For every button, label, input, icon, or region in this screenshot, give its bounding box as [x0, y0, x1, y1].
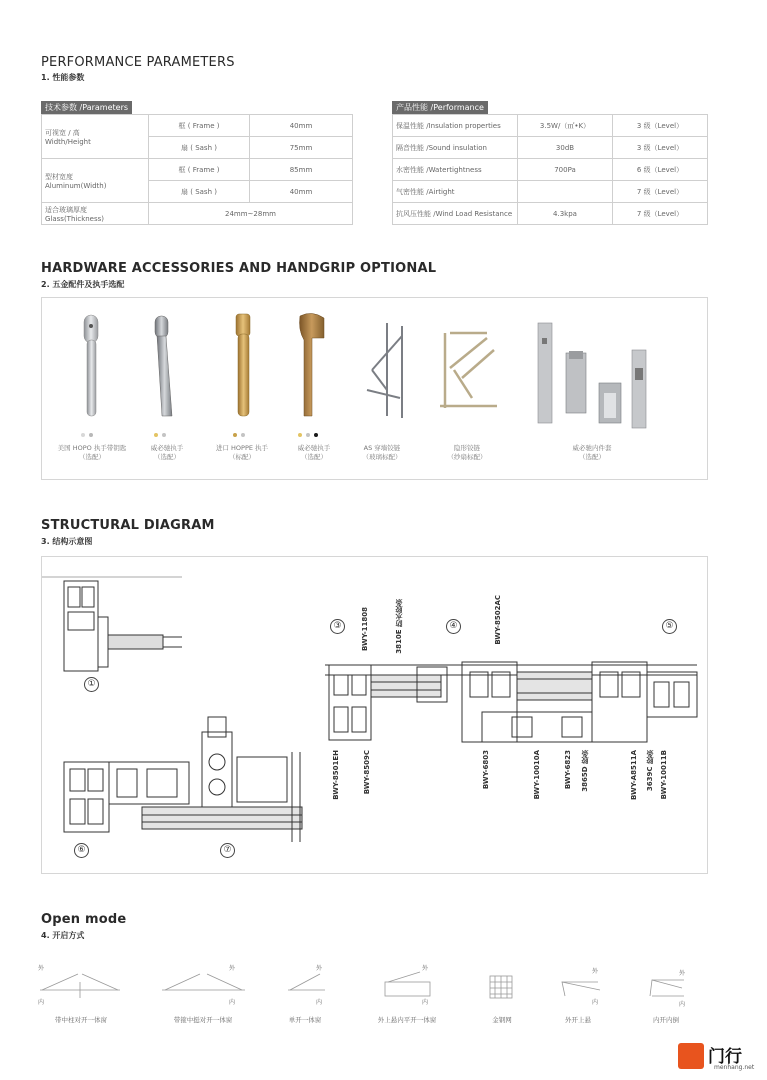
- label-bwy-10011b: BWY-10011B: [660, 750, 668, 800]
- table-cell: 保温性能 /Insulation properties: [393, 115, 518, 137]
- profile-drawing-3-4-5: [325, 662, 697, 742]
- open-mode-caption-4: 外上悬内平开一体窗: [377, 1016, 437, 1024]
- inside-label: 内: [38, 999, 45, 1006]
- table-cell: 扇 ( Sash ): [149, 181, 250, 203]
- table-cell: 7 级（Level）: [613, 203, 708, 225]
- inside-label: 内: [679, 1001, 686, 1008]
- inside-label: 内: [422, 999, 429, 1006]
- label-3639c: 3639C 胶条: [646, 750, 654, 792]
- label-bwy-6803: BWY-6803: [482, 750, 490, 790]
- table-cell: 3 级（Level）: [613, 115, 708, 137]
- label-bwy-8501eh: BWY-8501EH: [332, 750, 340, 800]
- outside-label: 外: [422, 965, 429, 972]
- hardware-caption-3: 进口 HOPPE 执手 （标配）: [215, 444, 269, 461]
- section-subtitle-hardware: 2. 五金配件及执手选配: [41, 280, 125, 289]
- hoppe-handle-image: [236, 314, 250, 416]
- open-mode-icon-7: [650, 980, 684, 996]
- color-dots-1: [79, 422, 95, 441]
- open-mode-caption-3: 单开一体窗: [288, 1016, 322, 1024]
- hardware-set-image: [538, 323, 646, 428]
- label-bwy-8502ac: BWY-8502AC: [494, 595, 502, 645]
- table-cell: 6 级（Level）: [613, 159, 708, 181]
- hardware-caption-5: AS 穿墙铰链 （玻璃标配）: [362, 444, 402, 461]
- outside-label: 外: [679, 970, 686, 977]
- watermark-logo-icon: [678, 1043, 704, 1069]
- group-glass-thickness: 适合玻璃厚度 Glass(Thickness): [42, 203, 149, 225]
- hardware-caption-1: 美国 HOPO 执手带钥匙 （选配）: [57, 444, 127, 461]
- open-mode-icon-6: [562, 982, 600, 996]
- label-bwy-6823: BWY-6823: [564, 750, 572, 790]
- wbc-handle-bronze-image: [300, 313, 325, 416]
- hardware-caption-7: 威必驰内件套 （选配）: [572, 444, 612, 461]
- table-cell: 3.5W/（㎡•K）: [518, 115, 613, 137]
- color-dots-2: [152, 422, 168, 441]
- open-mode-caption-2: 带箍中挺对开一体窗: [173, 1016, 233, 1024]
- profile-drawing-6-7: [64, 717, 302, 842]
- table-cell: 24mm~28mm: [149, 203, 353, 225]
- table-cell: 40mm: [250, 181, 353, 203]
- section-title-open-mode: Open mode: [41, 912, 127, 927]
- diagram-number-3: ③: [330, 619, 345, 634]
- label-3810e: 3810E 防水胶条: [395, 599, 403, 654]
- watermark-text: 门行: [708, 1047, 742, 1067]
- diagram-number-1: ①: [84, 677, 99, 692]
- table-cell: [518, 181, 613, 203]
- label-bwy-8509c: BWY-8509C: [363, 750, 371, 795]
- label-bwy-a8511a: BWY-A8511A: [630, 750, 638, 800]
- performance-table: [392, 95, 708, 225]
- inside-label: 内: [316, 999, 323, 1006]
- hardware-caption-4: 威必驰执手 （选配）: [297, 444, 331, 461]
- table-cell: 85mm: [250, 159, 353, 181]
- open-mode-caption-1: 带中柱对开一体窗: [55, 1016, 107, 1024]
- table-cell: 700Pa: [518, 159, 613, 181]
- as-hinge-image: [367, 323, 402, 418]
- diagram-number-4: ④: [446, 619, 461, 634]
- outside-label: 外: [592, 968, 599, 975]
- section-subtitle-open-mode: 4. 开启方式: [41, 931, 85, 940]
- table-cell: 框 ( Frame ): [149, 159, 250, 181]
- inside-label: 内: [592, 999, 599, 1006]
- wbc-handle-chrome-image: [155, 316, 172, 416]
- outside-label: 外: [38, 965, 45, 972]
- outside-label: 外: [229, 965, 236, 972]
- hopo-handle-image: [84, 315, 98, 416]
- performance-header: 产品性能 /Performance: [392, 101, 488, 114]
- diagram-number-7: ⑦: [220, 843, 235, 858]
- table-cell: 水密性能 /Watertightness: [393, 159, 518, 181]
- table-cell: 3 级（Level）: [613, 137, 708, 159]
- table-cell: 7 级（Level）: [613, 181, 708, 203]
- open-mode-caption-6: 外开上悬: [565, 1016, 591, 1024]
- label-3865d: 3865D 胶条: [581, 750, 589, 792]
- open-mode-icon-4: [385, 972, 430, 996]
- section-subtitle-performance: 1. 性能参数: [41, 73, 85, 82]
- open-mode-caption-5: 金钢网: [492, 1016, 512, 1024]
- table-cell: 扇 ( Sash ): [149, 137, 250, 159]
- open-mode-caption-7: 内开内倒: [653, 1016, 679, 1024]
- table-cell: 气密性能 /Airtight: [393, 181, 518, 203]
- label-bwy-10010a: BWY-10010A: [533, 750, 541, 800]
- group-aluminum-width: 型材宽度 Aluminum(Width): [42, 159, 149, 203]
- table-cell: 4.3kpa: [518, 203, 613, 225]
- section-title-performance: PERFORMANCE PARAMETERS: [41, 55, 235, 70]
- outside-label: 外: [316, 965, 323, 972]
- tech-params-table: [41, 95, 353, 225]
- table-cell: 框 ( Frame ): [149, 115, 250, 137]
- structure-panel: [41, 556, 708, 874]
- open-mode-icon-1: [40, 974, 120, 998]
- open-mode-icon-5: [490, 976, 512, 998]
- section-subtitle-structure: 3. 结构示意图: [41, 537, 93, 546]
- table-cell: 隔音性能 /Sound insulation: [393, 137, 518, 159]
- profile-drawing-1: [42, 577, 182, 671]
- hardware-caption-6: 隐形铰链 （纱扇标配）: [447, 444, 487, 461]
- watermark-url: menhang.net: [714, 1064, 755, 1071]
- open-mode-icon-3: [288, 974, 325, 990]
- group-width-height: 可视宽 / 高 Width/Height: [42, 115, 149, 159]
- label-bwy-11808: BWY-11808: [361, 607, 369, 651]
- hardware-panel: [41, 297, 708, 480]
- table-cell: 抗风压性能 /Wind Load Resistance: [393, 203, 518, 225]
- tech-params-header: 技术参数 /Parameters: [41, 101, 132, 114]
- open-mode-icons: [0, 960, 767, 1020]
- structure-drawings: [42, 557, 707, 873]
- inside-label: 内: [229, 999, 236, 1006]
- diagram-number-6: ⑥: [74, 843, 89, 858]
- hidden-hinge-image: [440, 333, 497, 408]
- table-cell: 75mm: [250, 137, 353, 159]
- table-cell: 30dB: [518, 137, 613, 159]
- color-dots-4: [296, 422, 320, 441]
- section-title-structure: STRUCTURAL DIAGRAM: [41, 518, 215, 533]
- color-dots-3: [231, 422, 247, 441]
- table-cell: 40mm: [250, 115, 353, 137]
- diagram-number-5: ⑤: [662, 619, 677, 634]
- open-mode-icon-2: [162, 974, 245, 990]
- hardware-caption-2: 威必驰执手 （选配）: [150, 444, 184, 461]
- section-title-hardware: HARDWARE ACCESSORIES AND HANDGRIP OPTIONAL: [41, 261, 437, 276]
